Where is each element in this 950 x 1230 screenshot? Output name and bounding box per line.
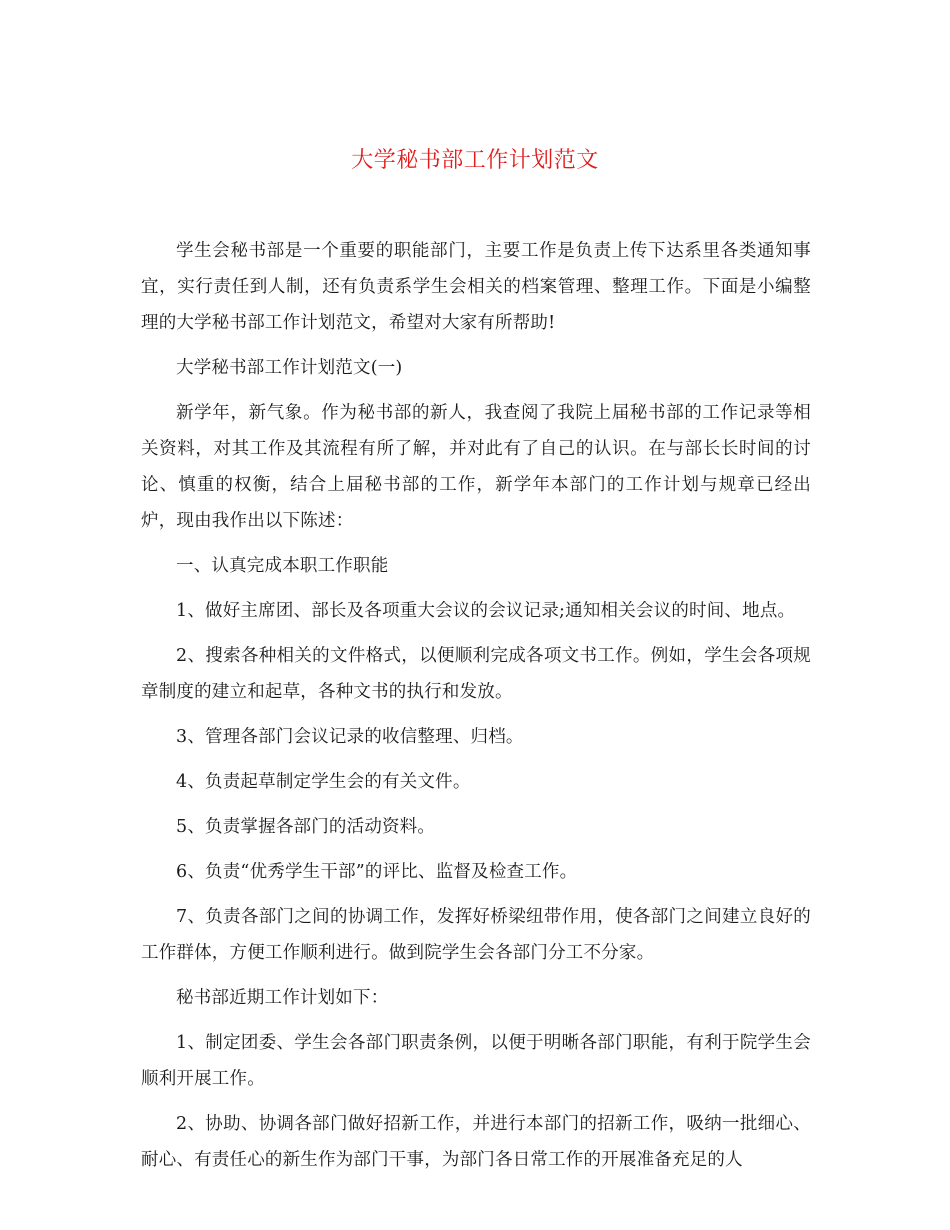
list-item: 1、制定团委、学生会各部门职责条例，以便于明晰各部门职能，有利于院学生会顺利开展工作。 bbox=[141, 1033, 811, 1089]
list-item: 4、负责起草制定学生会的有关文件。 bbox=[176, 772, 471, 792]
subsection-heading: 一、认真完成本职工作职能 bbox=[176, 556, 389, 576]
list-item: 7、负责各部门之间的协调工作，发挥好桥梁纽带作用，使各部门之间建立良好的工作群体，方便工作顺利进行。做到院学生会各部门分工不分家。 bbox=[141, 907, 811, 963]
list-item: 2、协助、协调各部门做好招新工作，并进行本部门的招新工作，吸纳一批细心、耐心、有责任心的新生作为部门干事，为部门各日常工作的开展准备充足的人 bbox=[141, 1114, 811, 1170]
list-item: 5、负责掌握各部门的活动资料。 bbox=[176, 817, 436, 837]
paragraph: 新学年，新气象。作为秘书部的新人，我查阅了我院上届秘书部的工作记录等相关资料，对其工作及其流程有所了解，并对此有了自己的认识。在与部长长时间的讨论、慎重的权衡，结合上届秘书部的工作，新学年本部门的工作计划与规章已经出炉，现由我作出以下陈述： bbox=[141, 403, 811, 531]
list-item: 2、搜索各种相关的文件格式，以便顺利完成各项文书工作。例如，学生会各项规章制度的建立和起草，各种文书的执行和发放。 bbox=[141, 646, 811, 702]
list-item: 6、负责“优秀学生干部”的评比、监督及检查工作。 bbox=[176, 862, 578, 882]
section-heading: 大学秘书部工作计划范文(一) bbox=[176, 358, 403, 378]
document-title: 大学秘书部工作计划范文 bbox=[351, 148, 599, 173]
list-item: 3、管理各部门会议记录的收信整理、归档。 bbox=[176, 727, 524, 747]
subsection-heading: 秘书部近期工作计划如下： bbox=[176, 988, 389, 1008]
paragraph-intro: 学生会秘书部是一个重要的职能部门，主要工作是负责上传下达系里各类通知事宜，实行责任到人制，还有负责系学生会相关的档案管理、整理工作。下面是小编整理的大学秘书部工作计划范文，希望对大家有所帮助! bbox=[141, 241, 811, 333]
document-body bbox=[141, 233, 811, 1187]
list-item: 1、做好主席团、部长及各项重大会议的会议记录;通知相关会议的时间、地点。 bbox=[176, 601, 796, 621]
